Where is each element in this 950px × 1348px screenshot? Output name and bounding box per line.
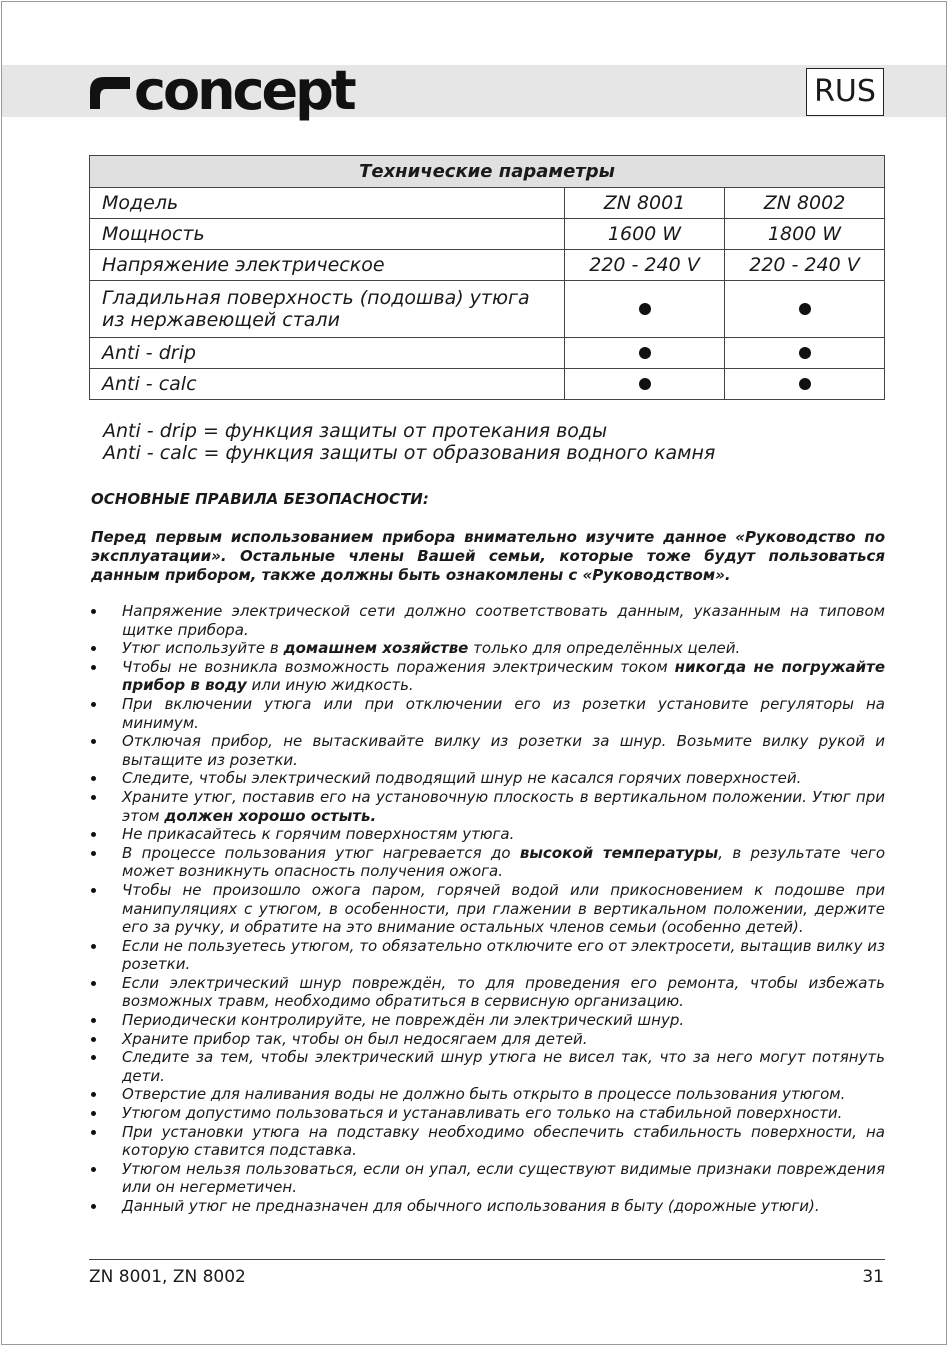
list-item [91, 769, 885, 788]
list-item-text: Отключая прибор, не вытаскивайте вилку из розетки за шнур. Возьмите вилку рукой и вытащите из розетки. [122, 732, 885, 769]
list-item [91, 937, 885, 974]
safety-title: ОСНОВНЫЕ ПРАВИЛА БЕЗОПАСНОСТИ: [91, 490, 429, 508]
bullet-icon [91, 1111, 96, 1116]
list-item-emphasis: высокой температуры [519, 843, 719, 862]
table-row [90, 369, 885, 400]
bullet-icon [91, 1055, 96, 1060]
table-row [90, 250, 885, 281]
logo-mark-icon [88, 71, 132, 111]
list-item [91, 881, 885, 937]
spec-table-title: Технические параметры [90, 156, 885, 188]
list-item-text: Чтобы не возникла возможность поражения электрическим током [122, 657, 675, 676]
bullet-icon [91, 795, 96, 800]
legend-line: Anti - drip = функция защиты от протекания воды [103, 420, 608, 442]
row-value: 220 - 240 V [565, 250, 725, 281]
bullet-icon [91, 1092, 96, 1097]
table-row [90, 219, 885, 250]
list-item-text: Утюг используйте в [122, 639, 284, 658]
page-number: 31 [862, 1267, 884, 1287]
row-value [565, 281, 725, 338]
row-label: Модель [90, 188, 565, 219]
row-value: 1600 W [565, 219, 725, 250]
feature-present-dot [639, 303, 651, 315]
list-item [91, 844, 885, 881]
list-item [91, 788, 885, 825]
feature-present-dot [799, 303, 811, 315]
bullet-icon [91, 702, 96, 707]
list-item-text: или иную жидкость. [246, 676, 414, 695]
list-item-text: Если электрический шнур повреждён, то для проведения его ремонта, чтобы избежать возможных травм, необходимо обратиться в сервисную организацию. [122, 973, 885, 1011]
row-value [565, 369, 725, 400]
row-value [565, 338, 725, 369]
list-item-emphasis: никогда не погружайте прибор в воду [122, 657, 885, 695]
row-value: ZN 8002 [725, 188, 885, 219]
feature-present-dot [799, 347, 811, 359]
safety-intro: Перед первым использованием прибора внимательно изучите данное «Руководство по эксплуатации». Остальные члены Вашей семьи, которые тоже будут пользоваться данным прибором, также должны быть ознакомлены с «Руководством». [91, 528, 885, 584]
list-item [91, 1011, 885, 1030]
list-item-text: Не прикасайтесь к горячим поверхностям утюга. [122, 825, 515, 844]
spec-legend [103, 420, 715, 464]
bullet-icon [91, 1130, 96, 1135]
list-item-text: Следите, чтобы электрический подводящий шнур не касался горячих поверхностей. [122, 769, 802, 788]
list-item [91, 1085, 885, 1104]
row-value: 1800 W [725, 219, 885, 250]
list-item [91, 695, 885, 732]
brand-name: concept [134, 59, 354, 122]
spec-table [89, 155, 885, 400]
list-item [91, 602, 885, 639]
list-item-text: Утюгом допустимо пользоваться и устанавливать его только на стабильной поверхности. [122, 1104, 843, 1123]
row-label: Мощность [90, 219, 565, 250]
row-value [725, 281, 885, 338]
row-value [725, 338, 885, 369]
list-item [91, 974, 885, 1011]
list-item-text: Храните прибор так, чтобы он был недосягаем для детей. [122, 1029, 588, 1048]
list-item [91, 1030, 885, 1049]
language-badge: RUS [806, 68, 884, 116]
list-item-text: Периодически контролируйте, не повреждён ли электрический шнур. [122, 1011, 685, 1030]
list-item-text: Утюгом нельзя пользоваться, если он упал, если существуют видимые признаки повреждения или он негерметичен. [122, 1159, 885, 1197]
list-item [91, 1048, 885, 1085]
list-item-text: , в результате чего может возникнуть опасность получения ожога. [122, 843, 885, 881]
feature-present-dot [799, 378, 811, 390]
list-item-text: Данный утюг не предназначен для обычного использования в быту (дорожные утюги). [122, 1197, 820, 1215]
row-label: Напряжение электрическое [90, 250, 565, 281]
brand-logo [88, 60, 354, 122]
feature-present-dot [639, 347, 651, 359]
list-item [91, 658, 885, 695]
list-item-text: Следите за тем, чтобы электрический шнур утюга не висел так, что за него могут потянуть дети. [122, 1048, 885, 1085]
row-label: Anti - calc [90, 369, 565, 400]
list-item [91, 732, 885, 769]
table-row [90, 338, 885, 369]
footer-models: ZN 8001, ZN 8002 [89, 1267, 246, 1287]
list-item-text: Отверстие для наливания воды не должно быть открыто в процессе пользования утюгом. [122, 1085, 846, 1104]
feature-present-dot [639, 378, 651, 390]
bullet-icon [91, 981, 96, 986]
row-value: ZN 8001 [565, 188, 725, 219]
bullet-icon [91, 1018, 96, 1023]
list-item-emphasis: домашнем хозяйстве [283, 639, 469, 658]
bullet-icon [91, 1037, 96, 1042]
list-item [91, 1160, 885, 1197]
list-item [91, 639, 885, 658]
list-item [91, 1104, 885, 1123]
bullet-icon [91, 776, 96, 781]
row-label: Anti - drip [90, 338, 565, 369]
list-item-text: Храните утюг, поставив его на установочную плоскость в вертикальном положении. Утюг при этом [122, 787, 885, 825]
bullet-icon [91, 832, 96, 837]
list-item-text: В процессе пользования утюг нагревается до [122, 843, 520, 862]
row-label [90, 281, 565, 338]
list-item-text: Чтобы не произошло ожога паром, горячей водой или прикосновением к подошве при манипуляциях с утюгом, в особенности, при глажении в вертикальном положении, держите его за ручку, и обратите на это внимание остальных членов семьи (особенно детей). [122, 880, 885, 937]
list-item-text: Напряжение электрической сети должно соответствовать данным, указанным на типовом щитке прибора. [122, 602, 885, 639]
footer-divider [89, 1259, 885, 1260]
list-item-emphasis: должен хорошо остыть. [164, 806, 377, 825]
row-value: 220 - 240 V [725, 250, 885, 281]
bullet-icon [91, 609, 96, 614]
list-item [91, 1123, 885, 1160]
table-row [90, 281, 885, 338]
bullet-icon [91, 1204, 96, 1209]
row-label-line2: из нержавеющей стали [102, 309, 340, 331]
row-value [725, 369, 885, 400]
bullet-icon [91, 665, 96, 670]
bullet-icon [91, 739, 96, 744]
table-row [90, 188, 885, 219]
legend-line: Anti - calc = функция защиты от образования водного камня [103, 442, 716, 464]
list-item-text: При установки утюга на подставку необходимо обеспечить стабильность поверхности, на которую ставится подставка. [122, 1122, 885, 1160]
list-item [91, 825, 885, 844]
bullet-icon [91, 888, 96, 893]
safety-rules-list [91, 602, 885, 1216]
list-item-text: Если не пользуетесь утюгом, то обязательно отключите его от электросети, вытащив вилку из розетки. [122, 936, 885, 974]
bullet-icon [91, 944, 96, 949]
list-item-text: При включении утюга или при отключении его из розетки установите регуляторы на минимум. [122, 694, 885, 732]
row-label-line1: Гладильная поверхность (подошва) утюга [102, 287, 530, 309]
bullet-icon [91, 646, 96, 651]
bullet-icon [91, 1167, 96, 1172]
list-item [91, 1197, 885, 1216]
list-item-text: только для определённых целей. [468, 639, 741, 658]
bullet-icon [91, 851, 96, 856]
